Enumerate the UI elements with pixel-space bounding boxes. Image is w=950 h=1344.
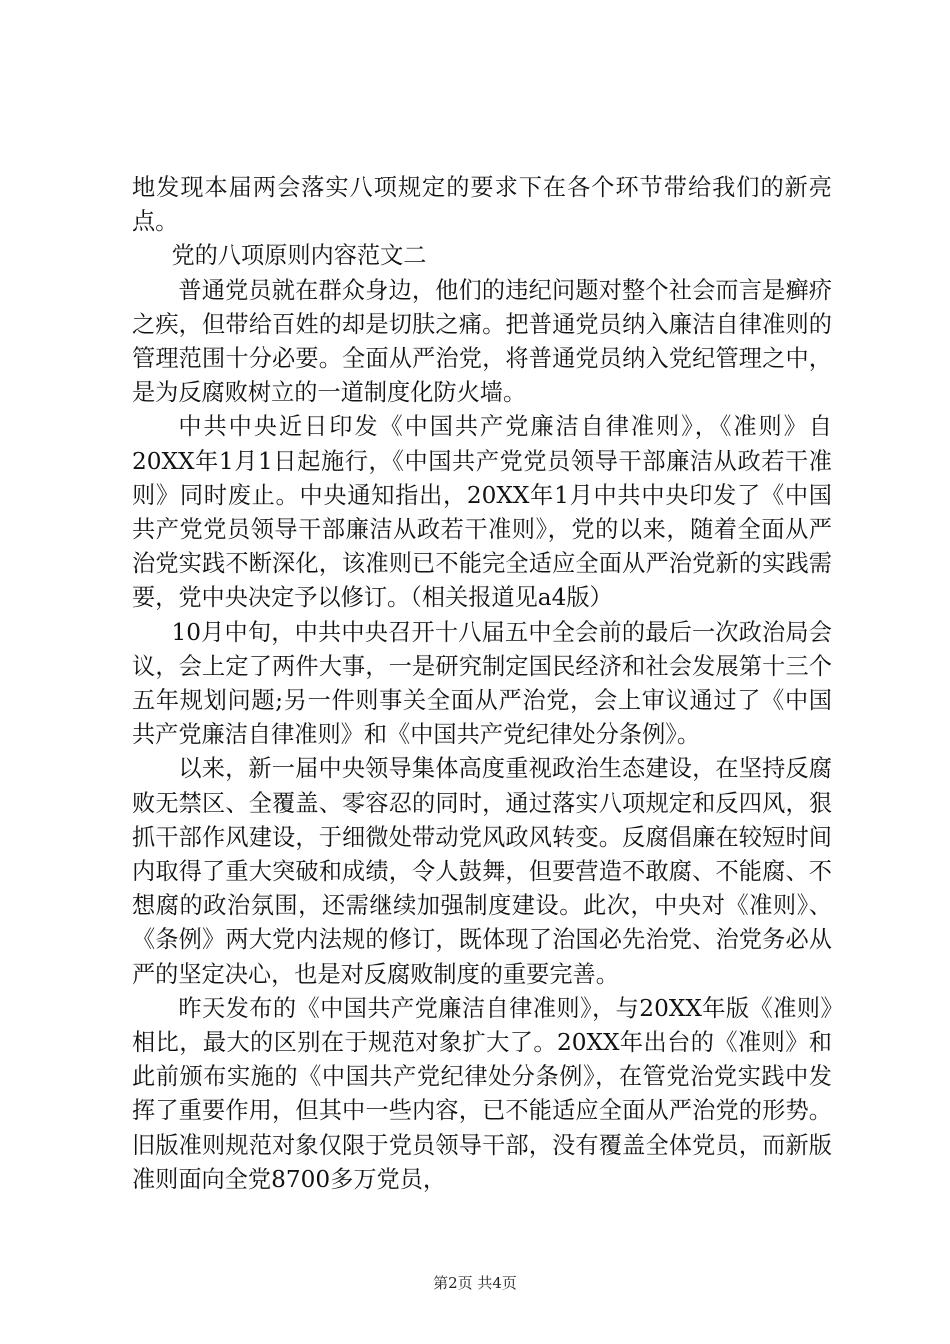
paragraph: 以来，新一届中央领导集体高度重视政治生态建设，在坚持反腐败无禁区、全覆盖、零容忍的同时，通过落实八项规定和反四风，狠抓干部作风建设，于细微处带动党风政风转变。反腐倡廉在较短时间内取得了重大突破和成绩，令人鼓舞，但要营造不敢腐、不能腐、不想腐的政治氛围，还需继续加强制度建设。此次，中央对《准则》、《条例》两大党内法规的修订，既体现了治国必先治党、治党务必从严的坚定决心，也是对反腐败制度的重要完善。 (132, 755, 832, 988)
paragraph: 普通党员就在群众身边，他们的违纪问题对整个社会而言是癣疥之疾，但带给百姓的却是切肤之痛。把普通党员纳入廉洁自律准则的管理范围十分必要。全面从严治党，将普通党员纳入党纪管理之中，是为反腐败树立的一道制度化防火墙。 (132, 276, 832, 407)
page-footer: 第2页 共4页 (433, 1274, 517, 1292)
paragraph: 昨天发布的《中国共产党廉洁自律准则》，与20XX年版《准则》相比，最大的区别在于规范对象扩大了。20XX年出台的《准则》和此前颁布实施的《中国共产党纪律处分条例》，在管党治党实践中发挥了重要作用，但其中一些内容，已不能适应全面从严治党的形势。旧版准则规范对象仅限于党员领导干部，没有覆盖全体党员，而新版准则面向全党8700多万党员， (132, 994, 832, 1193)
document-body (132, 171, 832, 1197)
paragraph-continuation: 地发现本届两会落实八项规定的要求下在各个环节带给我们的新亮点。 (132, 174, 832, 236)
section-heading: 党的八项原则内容范文二 (171, 242, 427, 270)
paragraph: 10月中旬，中共中央召开十八届五中全会前的最后一次政治局会议，会上定了两件大事，一是研究制定国民经济和社会发展第十三个五年规划问题;另一件则事关全面从严治党，会上审议通过了《中国共产党廉洁自律准则》和《中国共产党纪律处分条例》。 (132, 618, 832, 749)
paragraph: 中共中央近日印发《中国共产党廉洁自律准则》，《准则》自20XX年1月1日起施行，《中国共产党党员领导干部廉洁从政若干准则》同时废止。中央通知指出，20XX年1月中共中央印发了《中国共产党党员领导干部廉洁从政若干准则》，党的以来，随着全面从严治党实践不断深化，该准则已不能完全适应全面从严治党新的实践需要，党中央决定予以修订。（相关报道见a4版） (132, 413, 832, 612)
